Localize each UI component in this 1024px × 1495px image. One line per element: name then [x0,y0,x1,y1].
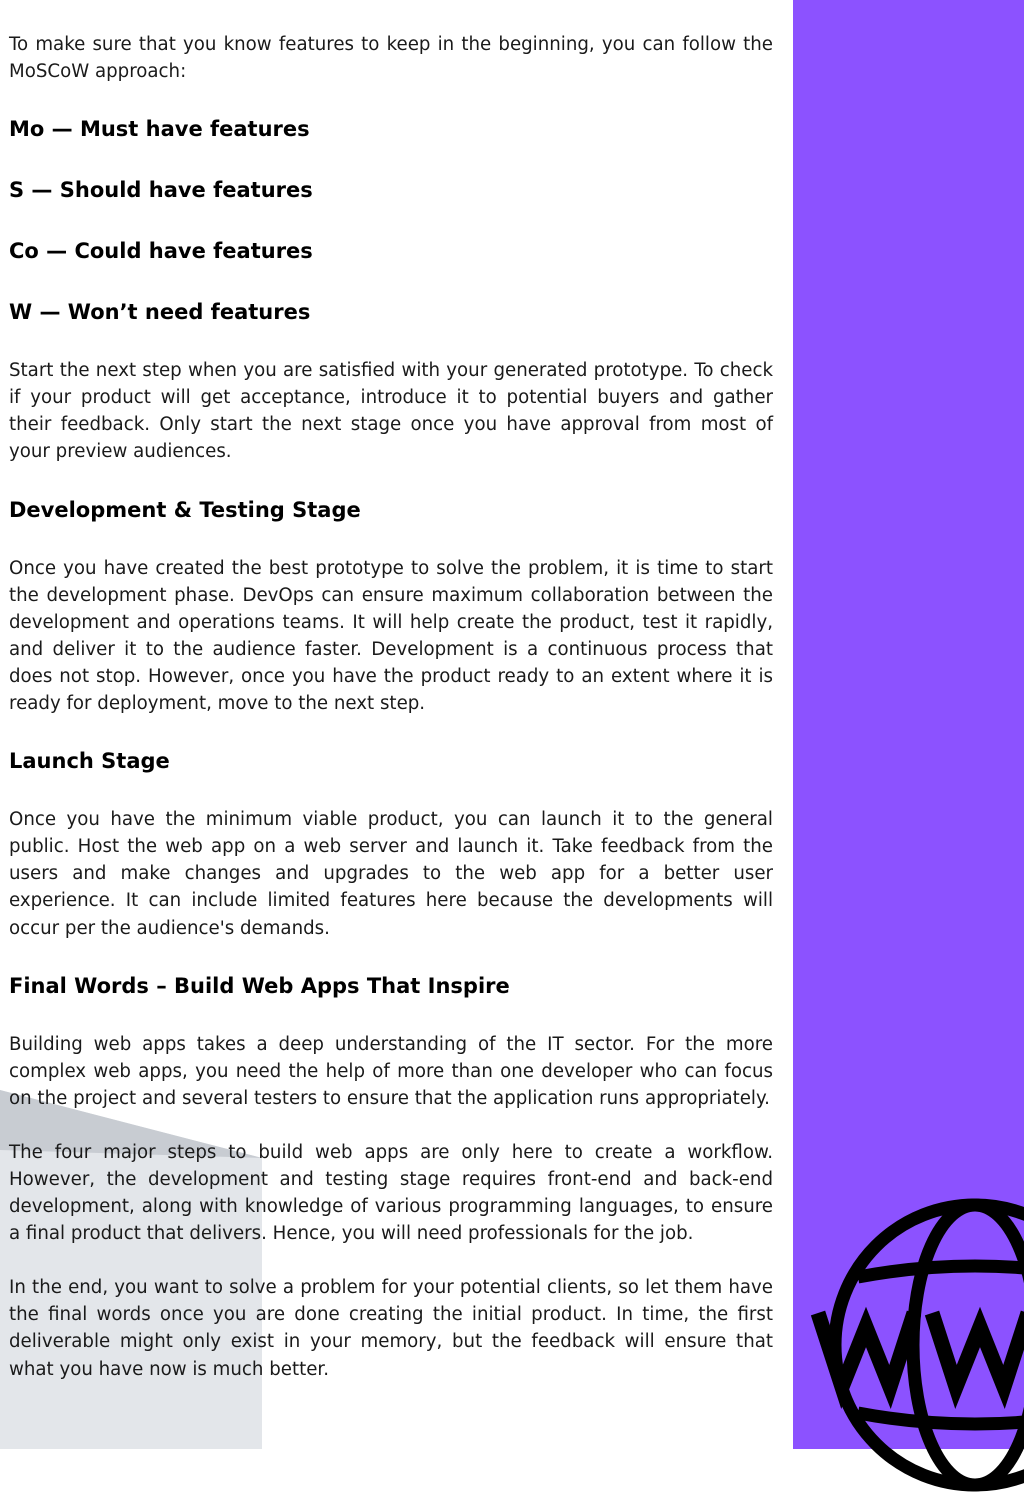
final-paragraph-1: Building web apps takes a deep understanding of the IT sector. For the more complex web apps, you need the help of more than one developer who can focus on the project and several testers to ensure that the application runs appropriately. [9,1033,773,1109]
final-words-heading: Final Words – Build Web Apps That Inspire [9,973,510,998]
prototype-paragraph: Start the next step when you are satisfied with your generated prototype. To check if your product will get acceptance, introduce it to potential buyers and gather their feedback. Only start the next stage once you have approval from most of your preview audiences. [9,360,773,463]
launch-paragraph: Once you have the minimum viable product, you can launch it to the general public. Host the web app on a web server and launch it. Take feedback from the users and make changes and upgrades to the web app for a better user experience. It can include limited features here because the developments will occur per the audience's demands. [9,809,773,939]
development-testing-heading: Development & Testing Stage [9,497,361,522]
intro-paragraph: To make sure that you know features to keep in the beginning, you can follow the MoSCoW approach: [9,34,773,83]
final-paragraph-2: The four major steps to build web apps are only here to create a workflow. However, the development and testing stage requires front-end and back-end development, along with knowledge of various programming languages, to ensure a final product that delivers. Hence, you will need professionals for the job. [9,1141,773,1245]
moscow-wont-heading: W — Won’t need features [9,300,311,325]
final-paragraph-3: In the end, you want to solve a problem for your potential clients, so let them have the final words once you are done creating the initial product. In time, the first deliverable might only exist in your memory, but the feedback will ensure that what you have now is much better. [9,1277,773,1380]
www-globe-icon [810,1195,1024,1495]
moscow-could-heading: Co — Could have features [9,239,313,264]
moscow-must-heading: Mo — Must have features [9,117,310,142]
development-paragraph: Once you have created the best prototype to solve the problem, it is time to start the development phase. DevOps can ensure maximum collaboration between the development and operations teams. It will help create the product, test it rapidly, and deliver it to the audience faster. Development is a continuous process that does not stop. However, once you have the product ready to an extent where it is ready for deployment, move to the next step. [9,557,773,715]
document-body [9,31,773,1383]
launch-stage-heading: Launch Stage [9,749,170,774]
moscow-should-heading: S — Should have features [9,178,313,203]
